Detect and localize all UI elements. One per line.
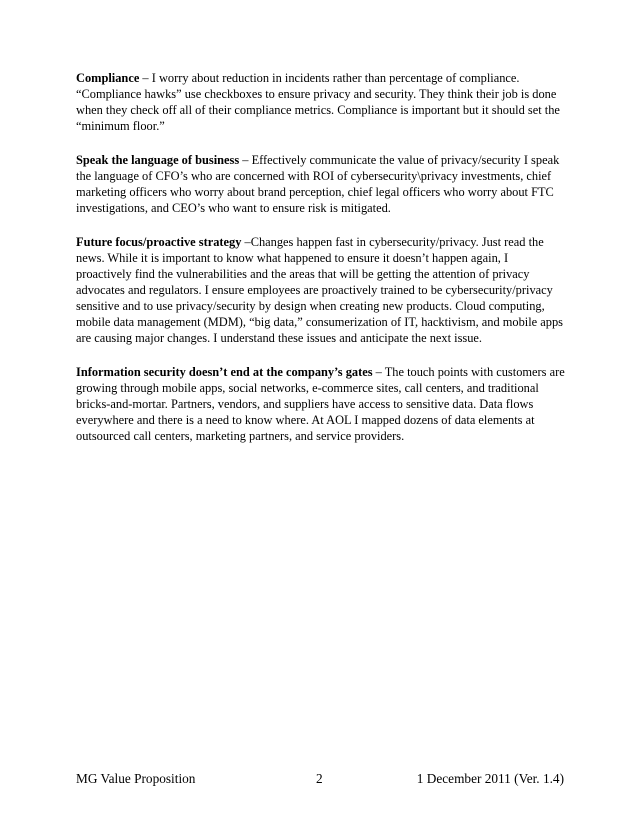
paragraph-text: – The touch points with customers are growing through mobile apps, social networks, e-commerce sites, call centers, and traditional bricks-and-mortar. Partners, vendors, and suppliers have access to sensitive data. Data flows everywhere and there is a need to know where. At AOL I mapped dozens of data elements at outsourced call centers, marketing partners, and service providers. [76,365,565,443]
paragraph-text: –Changes happen fast in cybersecurity/privacy. Just read the news. While it is important to know what happened to ensure it doesn’t happen again, I proactively find the vulnerabilities and the areas that will be getting the attention of privacy advocates and regulators. I ensure employees are proactively trained to be cybersecurity/privacy sensitive and to use privacy/security by design when creating new products. Cloud computing, mobile data management (MDM), “big data,” consumerization of IT, hacktivism, and mobile apps are causing major changes. I understand these issues and anticipate the next issue. [76,235,563,345]
paragraph-heading: Speak the language of business [76,153,240,167]
paragraph-compliance [76,70,566,134]
paragraph-text: – Effectively communicate the value of privacy/security I speak the language of CFO’s who are concerned with ROI of cybersecurity\privacy investments, chief marketing officers who worry about brand perception, chief legal officers who worry about FTC investigations, and CEO’s who want to ensure risk is mitigated. [76,153,560,215]
paragraph-information-security [76,364,566,444]
page-body [76,70,566,462]
paragraph-text: – I worry about reduction in incidents rather than percentage of compliance. “Compliance hawks” use checkboxes to ensure privacy and security. They think their job is done when they check off all of their compliance metrics. Compliance is important but it should set the “minimum floor.” [76,71,560,133]
paragraph-heading: Compliance [76,71,140,85]
footer-date-version: 1 December 2011 (Ver. 1.4) [416,771,564,786]
paragraph-future-focus [76,234,566,346]
footer-document-title: MG Value Proposition [76,771,196,786]
footer-page-number: 2 [316,771,323,786]
paragraph-heading: Information security doesn’t end at the company’s gates [76,365,373,379]
paragraph-business-language [76,152,566,216]
paragraph-heading: Future focus/proactive strategy [76,235,242,249]
